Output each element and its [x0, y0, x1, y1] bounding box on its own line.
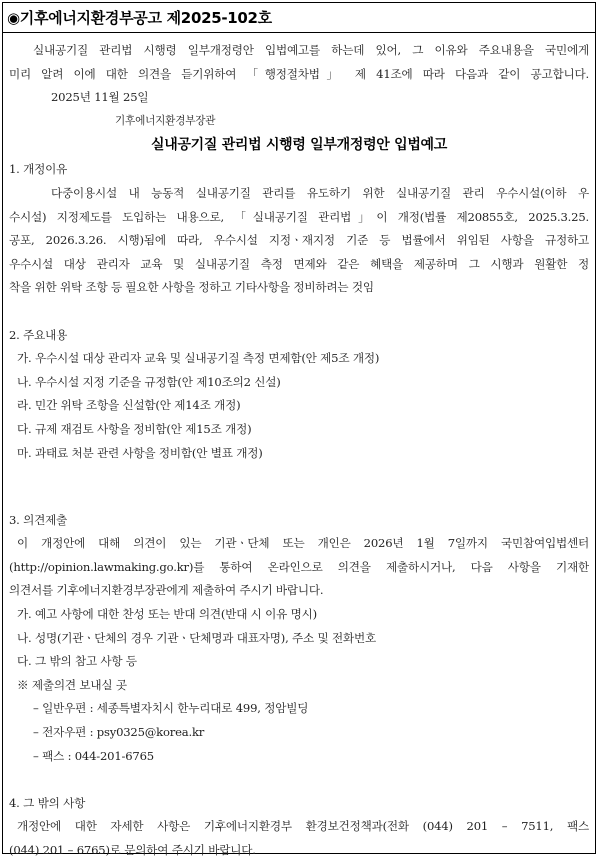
- section-heading: 1. 개정이유: [9, 162, 68, 177]
- body-line: (http://opinion.lawmaking.go.kr)를 통하여 온라인으로 의견을 제출하시거나, 다음 사항을 기재한: [9, 559, 589, 574]
- body-line: 공포, 2026.3.26. 시행)됨에 따라, 우수시설 지정ㆍ재지정 기준 등 법률에서 위임된 사항을 규정하고: [9, 233, 589, 248]
- list-item: 가. 예고 사항에 대한 찬성 또는 반대 의견(반대 시 이유 명시): [17, 607, 317, 622]
- note-heading: ※ 제출의견 보내실 곳: [17, 677, 127, 692]
- notice-frame: [2, 2, 596, 857]
- section-heading: 4. 그 밖의 사항: [9, 795, 86, 810]
- contact-item: – 일반우편 : 세종특별자치시 한누리대로 499, 정암빌딩: [33, 701, 309, 716]
- list-item: 다. 그 밖의 참고 사항 등: [17, 654, 137, 669]
- list-item: 마. 과태료 처분 관련 사항을 정비함(안 별표 개정): [17, 445, 263, 460]
- notice-number: ◉기후에너지환경부공고 제2025-102호: [3, 3, 595, 33]
- body-line: 착을 위한 위탁 조항 등 필요한 사항을 정하고 기타사항을 정비하려는 것임: [9, 280, 374, 295]
- notice-date: 2025년 11월 25일: [51, 90, 149, 105]
- body-line: 수시설) 지정제도를 도입하는 내용으로, 「실내공기질 관리법」이 개정(법률 제20855호, 2025.3.25.: [9, 209, 589, 224]
- contact-item: – 전자우편 : psy0325@korea.kr: [33, 725, 205, 740]
- contact-item: – 팩스 : 044-201-6765: [33, 748, 154, 763]
- list-item: 나. 성명(기관ㆍ단체의 경우 기관ㆍ단체명과 대표자명), 주소 및 전화번호: [17, 630, 377, 645]
- document-title: 실내공기질 관리법 시행령 일부개정령안 입법예고: [151, 137, 447, 154]
- notice-body: [3, 33, 595, 863]
- list-item: 나. 우수시설 지정 기준을 규정함(안 제10조의2 신설): [17, 374, 281, 389]
- body-line: (044) 201 – 6765)로 문의하여 주시기 바랍니다.: [9, 843, 256, 857]
- intro-line: 실내공기질 관리법 시행령 일부개정령안 입법예고를 하는데 있어, 그 이유와 주요내용을 국민에게: [33, 43, 589, 57]
- body-line: 다중이용시설 내 능동적 실내공기질 관리를 유도하기 위한 실내공기질 관리 우수시설(이하 우: [51, 185, 589, 200]
- body-line: 이 개정안에 대해 의견이 있는 기관ㆍ단체 또는 개인은 2026년 1월 7일까지 국민참여입법센터: [17, 536, 589, 551]
- section-heading: 3. 의견제출: [9, 512, 68, 527]
- list-item: 가. 우수시설 대상 관리자 교육 및 실내공기질 측정 면제함(안 제5조 개정): [17, 351, 380, 366]
- body-line: 우수시설 대상 관리자 교육 및 실내공기질 측정 면제와 같은 혜택을 제공하며 그 시행과 원활한 정: [9, 256, 589, 271]
- body-line: 의견서를 기후에너지환경부장관에게 제출하여 주시기 바랍니다.: [9, 583, 324, 598]
- intro-line: 미리 알려 이에 대한 의견을 듣기위하여 「행정절차법」 제 41조에 따라 다음과 같이 공고합니다.: [9, 66, 589, 81]
- section-heading: 2. 주요내용: [9, 327, 68, 342]
- signer: 기후에너지환경부장관: [115, 114, 216, 127]
- list-item: 다. 규제 재검토 사항을 정비함(안 제15조 개정): [17, 421, 252, 436]
- body-line: 개정안에 대한 자세한 사항은 기후에너지환경부 환경보건정책과(전화 (044) 201 – 7511, 팩스: [17, 819, 589, 834]
- list-item: 라. 민간 위탁 조항을 신설함(안 제14조 개정): [17, 398, 241, 413]
